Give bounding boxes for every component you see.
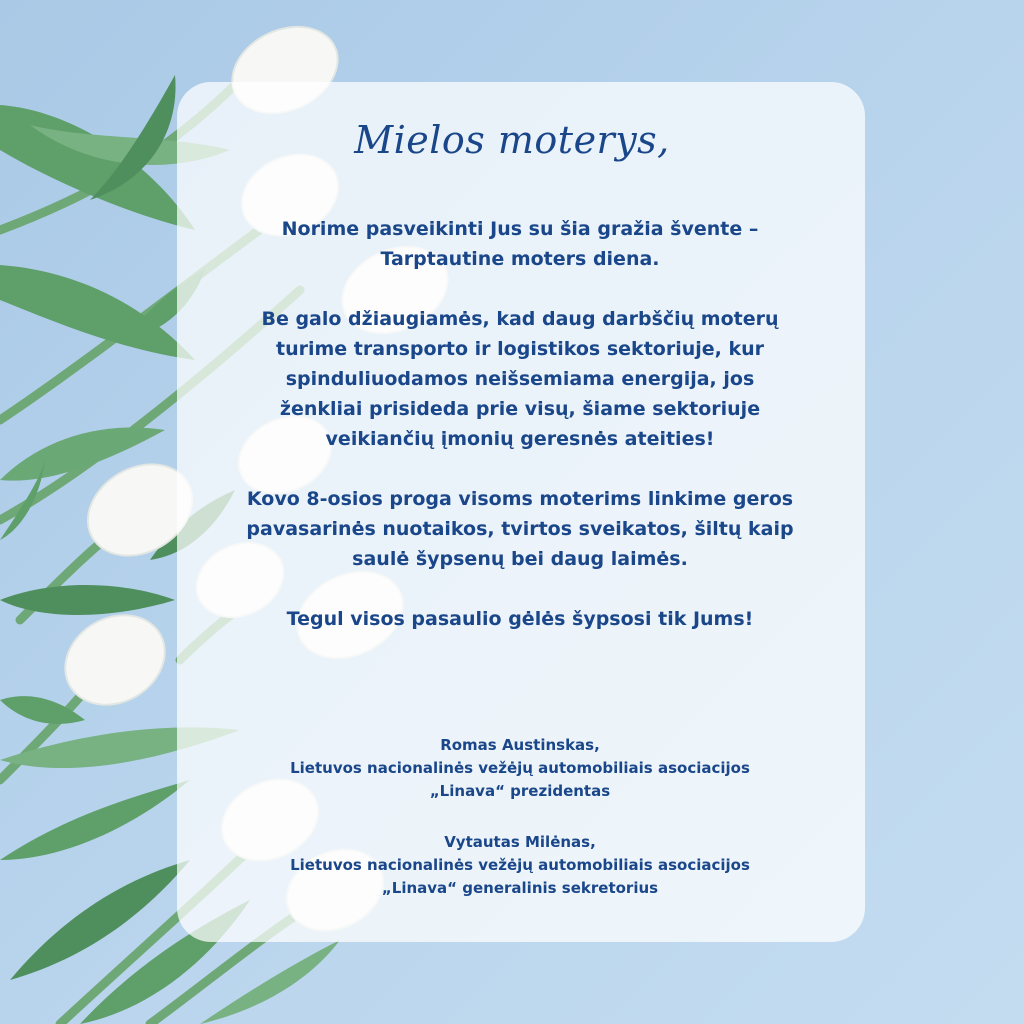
paragraph-wishes: Kovo 8-osios proga visoms moterims linkime geros pavasarinės nuotaikos, tvirtos sveikatos, šiltų kaip saulė šypsenų bei daug laimės. — [246, 488, 794, 570]
signature-president: Romas Austinskas, Lietuvos nacionalinės vežėjų automobiliais asociacijos „Linava“ prezidentas — [290, 736, 750, 800]
greeting-title: Mielos moterys, — [354, 118, 670, 162]
paragraph-closing: Tegul visos pasaulio gėlės šypsosi tik Jums! — [286, 608, 754, 630]
paragraph-gratitude: Be galo džiaugiamės, kad daug darbščių moterų turime transporto ir logistikos sektoriuje, kur spinduliuodamos neišsemiama energija, jos ženkliai prisideda prie visų, šiame sektoriuje veikiančių įmonių geresnės ateities! — [261, 308, 779, 450]
signature-secretary: Vytautas Milėnas, Lietuvos nacionalinės vežėjų automobiliais asociacijos „Linava“ generalinis sekretorius — [290, 833, 750, 897]
paragraph-greeting: Norime pasveikinti Jus su šia gražia švente – Tarptautine moters diena. — [281, 218, 759, 270]
message-body — [210, 214, 830, 664]
